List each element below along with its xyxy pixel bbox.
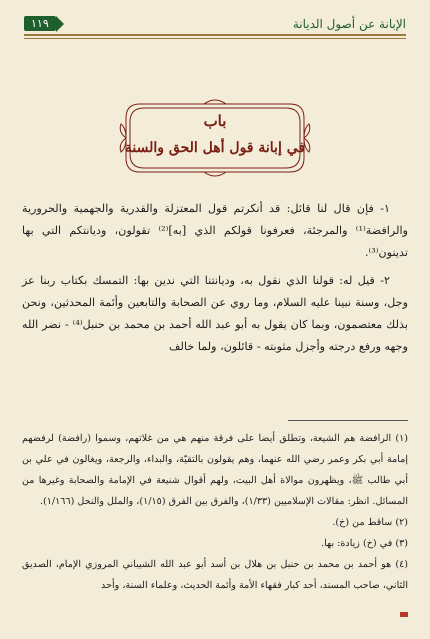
page-number: ١١٩ <box>24 16 56 31</box>
chapter-title: في إبانة قول أهل الحق والسنة <box>124 140 306 156</box>
book-title: الإبانة عن أصول الديانة <box>292 17 406 31</box>
footnotes <box>22 428 408 596</box>
chapter-word: باب <box>203 112 227 130</box>
continuation-mark <box>400 612 408 617</box>
footnote-divider <box>288 420 408 421</box>
footnote-1: (١) الرافضة هم الشيعة، وتطلق أيضا على فرقة منهم هي من غلاتهم، وسموا (رافضة) لرفضهم إمامة أبي بكر وعمر رضي الله عنهما، وهم يقولون بالتقيّة، والبداء، والرجعة، ويغالون في علي بن أبي طالب ﷺ، ويظهرون موالاة أهل البيت، ولهم أقوال شنيعة في الإمامة والصحابة وغيرها من المسائل. انظر: مقالات الإسلاميين (١/٣٣)، والفرق بين الفرق (١/١٥)، والملل والنحل (١/١٦٦). <box>22 433 408 507</box>
footnote-4: (٤) هو أحمد بن محمد بن حنبل بن هلال بن أسد أبو عبد الله الشيباني المروزي الإمام، الصديق الثاني، صاحب المسند، أحد كبار فقهاء الأمة وأئمة الحديث، وعلماء السنة، وأحد <box>22 559 408 591</box>
page-header <box>24 8 406 36</box>
chapter-heading-frame <box>118 98 312 178</box>
main-text <box>22 198 408 364</box>
footnote-3: (٣) في (خ) زيادة: بها. <box>321 538 408 549</box>
paragraph-1: ١- فإن قال لنا قائل: قد أنكرتم قول المعتزلة والقدرية والجهمية والحرورية والرافضة⁽¹⁾ والمرجئة، فعرفونا قولكم الذي [به]⁽²⁾ تقولون، وديانتكم التي بها تدينون⁽³⁾. <box>22 202 408 259</box>
ornamental-frame-icon <box>118 98 312 178</box>
paragraph-2: ٢- قيل له: قولنا الذي نقول به، وديانتنا التي ندين بها: التمسك بكتاب ربنا عز وجل، وسنة نبينا عليه السلام، وما روي عن الصحابة والتابعين وأئمة المحدثين، ونحن بذلك معتصمون، وبما كان يقول به أبو عبد الله أحمد بن محمد بن حنبل⁽⁴⁾ - نضر الله وجهه ورفع درجته وأجزل مثوبته - قائلون، ولما خالف <box>22 274 408 353</box>
footnote-2: (٢) ساقط من (خ). <box>332 517 408 528</box>
